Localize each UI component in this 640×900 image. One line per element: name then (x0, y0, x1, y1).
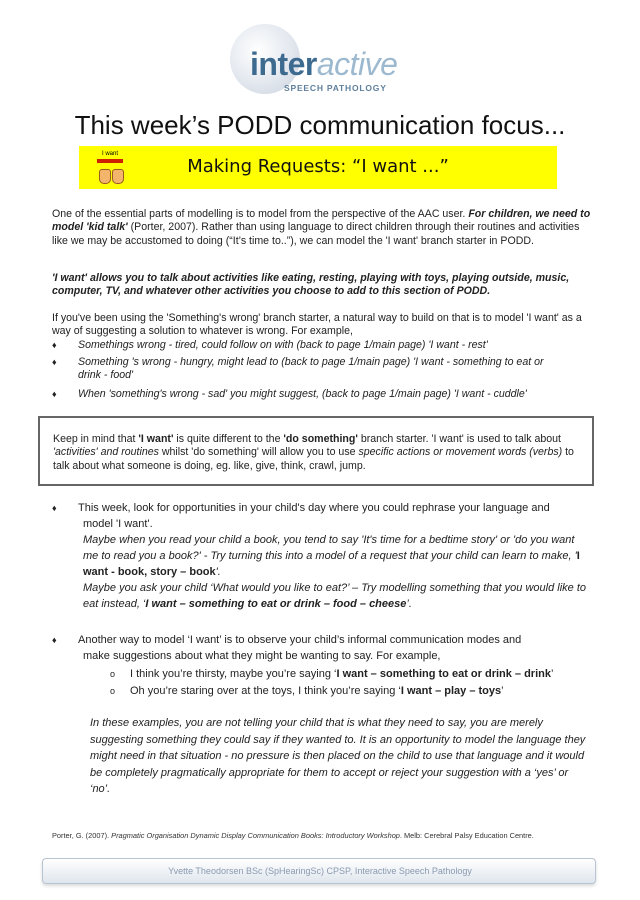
ex2-text-c: ’. (406, 598, 412, 610)
section2-first-line: Another way to model ‘I want’ is to observe your child’s informal communication modes and (78, 634, 522, 646)
bullet-text: When 'something's wrong - sad' you might suggest, (back to page 1/main page) 'I want - cuddle' (78, 388, 527, 400)
focus-banner (79, 146, 557, 189)
ex2-emphasis: I want – something to eat or drink – food – cheese (145, 598, 407, 610)
ex1-emphasis: I want - book, story – book (83, 550, 580, 578)
examples-note: In these examples, you are not telling your child that is what they need to say, you are merely suggesting something they could say if they wanted to. It is an opportunity to model the language they might need in that situation - no pressure is then placed on the child to use that language and it would be completely pragmatically appropriate for them to accept or reject your suggestion with a ‘yes’ or ‘no’. (90, 717, 586, 795)
ex2-text-a: Maybe you ask your child ‘What would you like to eat?’ – Try modelling something that you would like to eat instead, ‘ (83, 582, 586, 610)
sub2-emphasis: I want – play – toys (400, 685, 502, 697)
banner-heading: Making Requests: “I want ...” (187, 156, 449, 177)
box-text-d: 'do something' (283, 433, 358, 445)
intro-text-2: (Porter, 2007). Rather than using language to direct children through their routines and activities like we may be accustomed to doing (“It’s time to..”), we can model the 'I want' branch starter in PODD. (52, 221, 580, 247)
sub2-text-a: Oh you’re staring over at the toys, I think you’re saying ‘ (130, 685, 401, 697)
diamond-bullet-icon: ♦ (52, 340, 57, 350)
section-look-for-opportunities (52, 500, 592, 612)
symbol-label: I want (101, 151, 118, 157)
reference-author: Porter, G. (2007). (52, 831, 112, 840)
sub1-emphasis: I want – something to eat or drink – drink (336, 668, 551, 680)
logo (228, 24, 403, 99)
section1-example-1 (52, 532, 592, 580)
box-text-b: 'I want' (138, 433, 174, 445)
footer-text: Yvette Theodorsen BSc (SpHearingSc) CPSP, Interactive Speech Pathology (168, 866, 472, 876)
page-title: This week’s PODD communication focus... (74, 110, 566, 140)
bullet-text: Something 's wrong - hungry, might lead to (back to page 1/main page) 'I want - something to eat or drink - food' (78, 356, 544, 382)
bullet-text: Somethings wrong - tired, could follow on with (back to page 1/main page) 'I want - rest' (78, 339, 488, 351)
list-item (52, 356, 592, 383)
intro-text-1: One of the essential parts of modelling is to model from the perspective of the AAC user. (52, 208, 469, 220)
list-item (52, 388, 592, 401)
footer-bar (42, 858, 596, 884)
diamond-bullet-icon: ♦ (52, 635, 57, 645)
sub-bullet-text (110, 666, 590, 682)
section2-cont-line: make suggestions about what they might be wanting to say. For example, (83, 650, 441, 662)
key-difference-box (38, 416, 594, 486)
reference (52, 831, 612, 840)
intro-emphasis: For children, we need to model 'kid talk' (52, 208, 591, 234)
sub1-text-a: I think you’re thirsty, maybe you’re saying ‘ (130, 668, 337, 680)
logo-wordmark (250, 46, 397, 83)
box-text-g: whilst 'do something' will allow you to use (158, 446, 359, 459)
list-item (110, 683, 590, 699)
ex1-text-c: '. (215, 566, 221, 578)
box-text-a: Keep in mind that (53, 433, 139, 445)
reference-title: Pragmatic Organisation Dynamic Display Communication Books: Introductory Workshop (111, 831, 400, 840)
circle-bullet-icon: o (110, 686, 116, 696)
logo-subtitle: SPEECH PATHOLOGY (284, 83, 387, 93)
reference-publisher: . Melb: Cerebral Palsy Education Centre. (399, 831, 534, 840)
box-text-c: is quite different to the (173, 433, 284, 445)
sub2-text-c: ’ (501, 685, 504, 697)
section-observe-communication (52, 632, 592, 664)
logo-word-main: inter (250, 46, 317, 82)
section1-cont-line: model 'I want'. (83, 518, 153, 530)
circle-bullet-icon: o (110, 669, 116, 679)
section1-example-2 (52, 580, 592, 612)
intro-paragraph (52, 208, 592, 248)
diamond-bullet-icon: ♦ (52, 357, 57, 367)
ex1-text-a: Maybe when you read your child a book, you tend to say 'It's time for a bedtime story' or 'do you want me to read you a book?' - Try turning this into a model of a request that your child can learn to make, ' (83, 534, 577, 562)
box-text-e: branch starter. 'I want' is used to talk about (357, 433, 561, 445)
sub1-text-c: ’ (551, 668, 554, 680)
box-text-f: 'activities' and routines (53, 446, 159, 459)
list-item (52, 339, 592, 352)
something-wrong-paragraph: If you've been using the 'Something's wrong' branch starter, a natural way to build on that is to model 'I want' as a way of suggesting a solution to whatever is wrong. For example, (52, 312, 582, 338)
box-text (53, 433, 583, 473)
diamond-bullet-icon: ♦ (52, 503, 57, 513)
box-text-h: specific actions or movement words (verbs) (358, 446, 563, 459)
diamond-bullet-icon: ♦ (52, 389, 57, 399)
list-item (110, 666, 590, 682)
logo-word-light: active (316, 46, 398, 82)
section1-first-line: This week, look for opportunities in your child's day where you could rephrase your language and (78, 502, 550, 514)
sub-bullet-text (110, 683, 590, 699)
allows-paragraph: 'I want' allows you to talk about activities like eating, resting, playing with toys, playing outside, music, computer, TV, and whatever other activities you choose to add to this section of PODD. (52, 272, 570, 298)
box-text-i: to talk about what someone is doing, eg. like, give, think, crawl, jump. (53, 446, 574, 472)
